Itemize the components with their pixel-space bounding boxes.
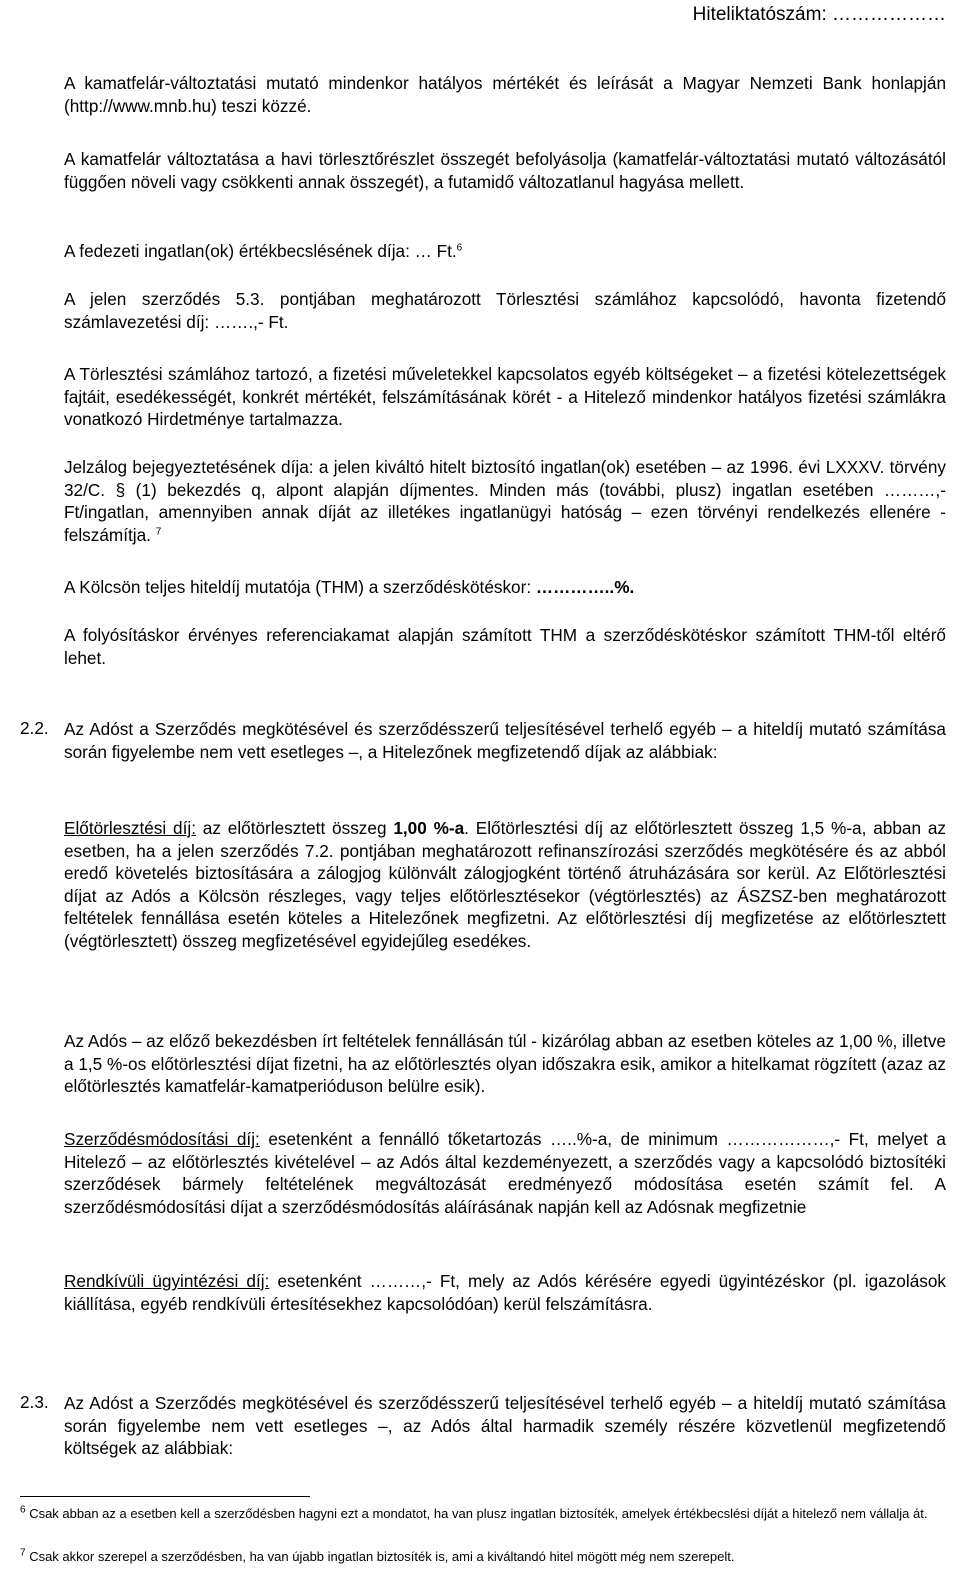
prepayment-fee-paragraph: Előtörlesztési díj: az előtörlesztett összeg 1,00 %-a. Előtörlesztési díj az előtörlesztett összeg 1,5 %-a, abban az esetben, ha a jelen szerződés 7.2. pontjában meghatározott refinanszírozási szerződés megkötésére és az abból eredő követelés biztosítására a zálogjog különvált zálogjogként történő átruházására sor kerül. Az Előtörlesztési díjat az Adós a Kölcsön részleges, vagy teljes előtörlesztésekor (végtörlesztés) az ÁSZSZ-ben meghatározott feltételek fennállása esetén köteles a Hitelezőnek megfizetni. Az előtörlesztési díj megfizetése az előtörlesztett (végtörlesztett) összeg megfizetésével egyidejűleg esedékes. [64,818,946,951]
paragraph-text: A Törlesztési számlához tartozó, a fizetési műveletekkel kapcsolatos egyéb költségeket – a fizetési kötelezettségek fajtáit, esedékességét, konkrét mértékét, felszámításának körét - a Hitelező mindenkor hatályos fizetési számlákra vonatkozó Hirdetménye tartalmazza. [64,364,946,429]
thm-value: …………..%. [535,577,635,597]
section-2-3-intro [64,1392,946,1460]
paragraph-text: A kamatfelár-változtatási mutató mindenkor hatályos mértékét és leírását a Magyar Nemzeti Bank honlapján (http://www.mnb.hu) teszi közzé. [64,73,946,116]
paragraph-text: Az Adós – az előző bekezdésben írt feltételek fennállásán túl - kizárólag abban az esetben köteles az 1,00 %, illetve a 1,5 %-os előtörlesztési díjat fizetni, ha az előtörlesztés olyan időszakra esik, amikor a hitelkamat rögzített (azaz az előtörlesztés kamatfelár-kamatperióduson belülre esik). [64,1031,946,1096]
extraordinary-fee-paragraph: Rendkívüli ügyintézési díj: esetenként ………,- Ft, mely az Adós kérésére egyedi ügyintézéskor (pl. igazolások kiállítása, egyéb rendkívüli értesítésekhez kapcsolódóan) kerül felszámításra. [64,1271,946,1314]
footnote-6 [20,1504,950,1523]
paragraph-payment-costs [64,363,946,431]
paragraph-text: A fedezeti ingatlan(ok) értékbecslésének díja: … Ft. [64,241,457,261]
footnote-ref-7: 7 [155,525,162,537]
extraordinary-fee-label: Rendkívüli ügyintézési díj: [64,1271,270,1291]
footnote-text: Csak akkor szerepel a szerződésben, ha van újabb ingatlan biztosíték is, ami a kiváltandó hitel mögött még nem szerepelt. [29,1549,735,1564]
paragraph-text: A kamatfelár változtatása a havi törlesztőrészlet összegét befolyásolja (kamatfelár-változtatási mutató változásától függően növeli vagy csökkenti annak összegét), a futamidő változatlanul hagyása mellett. [64,149,946,192]
paragraph-text: Jelzálog bejegyeztetésének díja: a jelen kiváltó hitelt biztosító ingatlan(ok) esetében – az 1996. évi LXXXV. törvény 32/C. § (1) bekezdés q, alpont alapján díjmentes. Minden más (további, plusz) ingatlan esetében ………,- Ft/ingatlan, amennyiben annak díját az illetékes ingatlanügyi hatóság – ezen törvényi rendelkezés ellenére - felszámítja. [64,457,946,545]
section-number-2-3: 2.3. [20,1392,49,1412]
footnote-7 [20,1547,950,1566]
footnote-ref-6: 6 [456,242,463,254]
section-2-2-intro [64,718,946,763]
paragraph-text: Az Adóst a Szerződés megkötésével és szerződésszerű teljesítésével terhelő egyéb – a hiteldíj mutató számítása során figyelembe nem vett esetleges –, az Adós által harmadik személy részére közvetlenül megfizetendő költségek az alábbiak: [64,1393,946,1458]
footnote-text: Csak abban az a esetben kell a szerződésben hagyni ezt a mondatot, ha van plusz ingatlan biztosíték, amelyek értékbecslési díját a hitelező nem vállalja át. [29,1506,928,1521]
paragraph-rate-change-effect [64,148,946,193]
page-header: Hiteliktatószám: ……………… [692,4,946,25]
footnote-divider [20,1496,310,1497]
paragraph-mnb-publication [64,72,946,117]
footnote-number: 7 [20,1547,26,1559]
paragraph-account-fee [64,288,946,333]
section-number-2-2: 2.2. [20,718,49,738]
paragraph-text: A Kölcsön teljes hiteldíj mutatója (THM) a szerződéskötéskor: [64,577,536,597]
prepayment-condition-paragraph [64,1030,946,1098]
paragraph-mortgage-fee [64,456,946,546]
paragraph-valuation-fee [64,240,946,263]
prepayment-fee-rate: 1,00 %-a [393,818,465,838]
prepayment-fee-label: Előtörlesztési díj: [64,818,196,838]
paragraph-text: A jelen szerződés 5.3. pontjában meghatározott Törlesztési számlához kapcsolódó, havonta fizetendő számlavezetési díj: …….,- Ft. [64,289,946,332]
paragraph-text: Az Adóst a Szerződés megkötésével és szerződésszerű teljesítésével terhelő egyéb – a hiteldíj mutató számítása során figyelembe nem vett esetleges –, a Hitelezőnek megfizetendő díjak az alábbiak: [64,719,946,762]
modification-fee-paragraph: Szerződésmódosítási díj: esetenként a fennálló tőketartozás …..%-a, de minimum ………………,- Ft, melyet a Hitelező – az előtörlesztés kivételével – az Adós által kezdeményezett, a szerződés vagy a kapcsolódó biztosítéki szerződések bármely feltételének megváltozását eredményező módosítása esetén számít fel. A szerződésmódosítási díjat a szerződésmódosítás aláírásának napján kell az Adósnak megfizetnie [64,1129,946,1217]
footnote-number: 6 [20,1504,26,1516]
paragraph-text: A folyósításkor érvényes referenciakamat alapján számított THM a szerződéskötéskor számított THM-től eltérő lehet. [64,625,946,668]
paragraph-thm [64,576,946,599]
modification-fee-label: Szerződésmódosítási díj: [64,1129,260,1149]
paragraph-thm-note [64,624,946,669]
